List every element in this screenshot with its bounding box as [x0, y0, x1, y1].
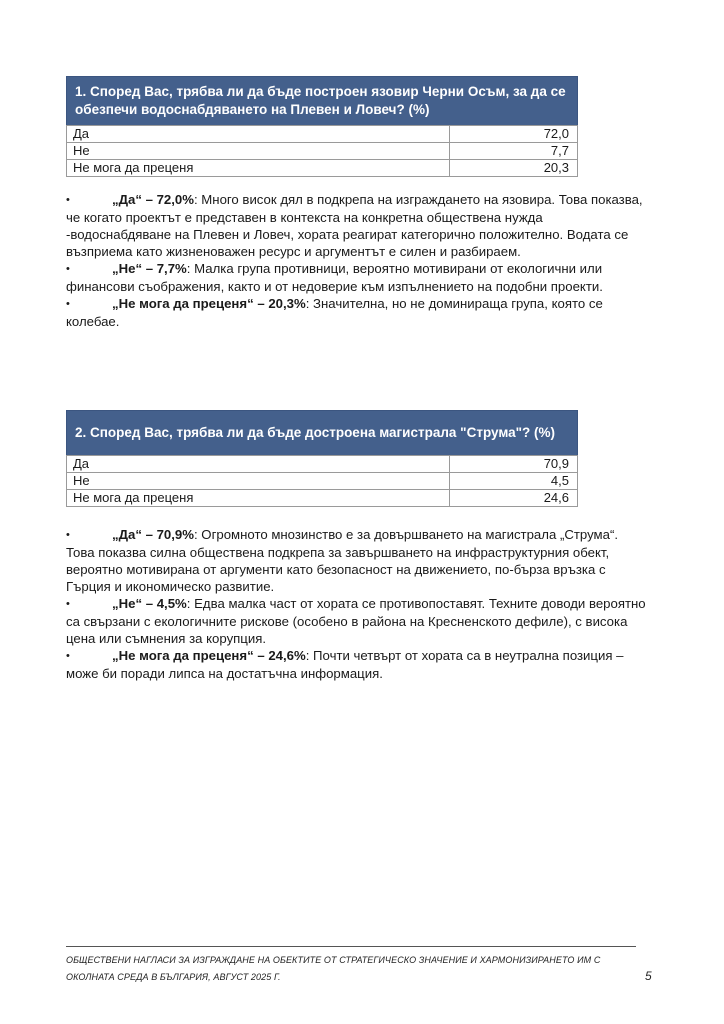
footer-divider [66, 946, 636, 947]
question-2-header [67, 411, 578, 456]
answer-label: Не [67, 473, 450, 490]
list-item [66, 191, 646, 260]
answer-value: 7,7 [450, 143, 578, 160]
bullet-icon: • [66, 298, 70, 310]
table-row [67, 143, 578, 160]
table-row [67, 456, 578, 473]
bullet-text: : Едва малка част от хората се противопоставят. Техните доводи вероятно са свързани с екологичните рискове (особено в района на Кресненското дефиле), с висока цена или съмнения за корупция. [66, 596, 646, 646]
table-row [67, 473, 578, 490]
answer-label: Не мога да преценя [67, 160, 450, 177]
question-1-title: 1. Според Вас, трябва ли да бъде построен язовир Черни Осъм, за да се обезпечи водоснабдяването на Плевен и Ловеч? (%) [75, 84, 566, 117]
table-row [67, 126, 578, 143]
bullet-heading: „Да“ – 72,0% [112, 192, 194, 207]
answer-value: 24,6 [450, 490, 578, 507]
bullet-icon: • [66, 529, 70, 541]
bullet-heading: „Да“ – 70,9% [112, 527, 194, 542]
list-item [66, 260, 646, 295]
list-item [66, 526, 646, 595]
answer-label: Да [67, 126, 450, 143]
list-item [66, 295, 646, 330]
answer-label: Да [67, 456, 450, 473]
bullet-text: : Почти четвърт от хората са в неутрална позиция – може би поради липса на достатъчна информация. [66, 648, 624, 681]
list-item [66, 595, 646, 647]
question-2-table [66, 410, 578, 507]
answer-label: Не мога да преценя [67, 490, 450, 507]
question-1-header [67, 77, 578, 126]
bullet-icon: • [66, 598, 70, 610]
bullet-heading: „Не мога да преценя“ – 24,6% [112, 648, 306, 663]
bullet-heading: „Не“ – 7,7% [112, 261, 187, 276]
question-2-analysis [66, 526, 646, 682]
question-1-analysis [66, 191, 646, 330]
answer-value: 70,9 [450, 456, 578, 473]
question-1-table [66, 76, 578, 177]
answer-label: Не [67, 143, 450, 160]
bullet-icon: • [66, 263, 70, 275]
bullet-text: : Малка група противници, вероятно мотивирани от екологични или финансови съображения, както и от недоверие към изпълнението на подобни проекти. [66, 261, 603, 294]
bullet-text: : Огромното мнозинство е за довършването на магистрала „Струма“. Това показва силна обществена подкрепа за завършването на инфраструктурния обект, вероятно мотивирана от аргументи като безопасност на движението, по-бърза връзка с Гърция и икономическо развитие. [66, 527, 619, 594]
answer-value: 72,0 [450, 126, 578, 143]
bullet-heading: „Не“ – 4,5% [112, 596, 187, 611]
bullet-icon: • [66, 194, 70, 206]
bullet-heading: „Не мога да преценя“ – 20,3% [112, 296, 306, 311]
bullet-text: : Значителна, но не доминираща група, която се колебае. [66, 296, 603, 329]
answer-value: 4,5 [450, 473, 578, 490]
page-number: 5 [645, 969, 652, 983]
question-2-title: 2. Според Вас, трябва ли да бъде достроена магистрала "Струма"? (%) [75, 425, 556, 440]
table-row [67, 490, 578, 507]
list-item [66, 647, 646, 682]
bullet-icon: • [66, 650, 70, 662]
footer-title [66, 952, 646, 986]
answer-value: 20,3 [450, 160, 578, 177]
bullet-text: : Много висок дял в подкрепа на изграждането на язовира. Това показва, че когато проектът е представен в контекста на конкретна обществена нужда -водоснабдяване на Плевен и Ловеч, хората реагират категорично положително. Водата се възприема като жизненоважен ресурс и аргументът е силен и разбираем. [66, 192, 643, 259]
footer-line-2: ОКОЛНАТА СРЕДА В БЪЛГАРИЯ, АВГУСТ 2025 Г. [66, 972, 281, 982]
footer-line-1: ОБЩЕСТВЕНИ НАГЛАСИ ЗА ИЗГРАЖДАНЕ НА ОБЕКТИТЕ ОТ СТРАТЕГИЧЕСКО ЗНАЧЕНИЕ И ХАРМОНИЗИРАНЕТО ИМ С [66, 955, 601, 965]
table-row [67, 160, 578, 177]
